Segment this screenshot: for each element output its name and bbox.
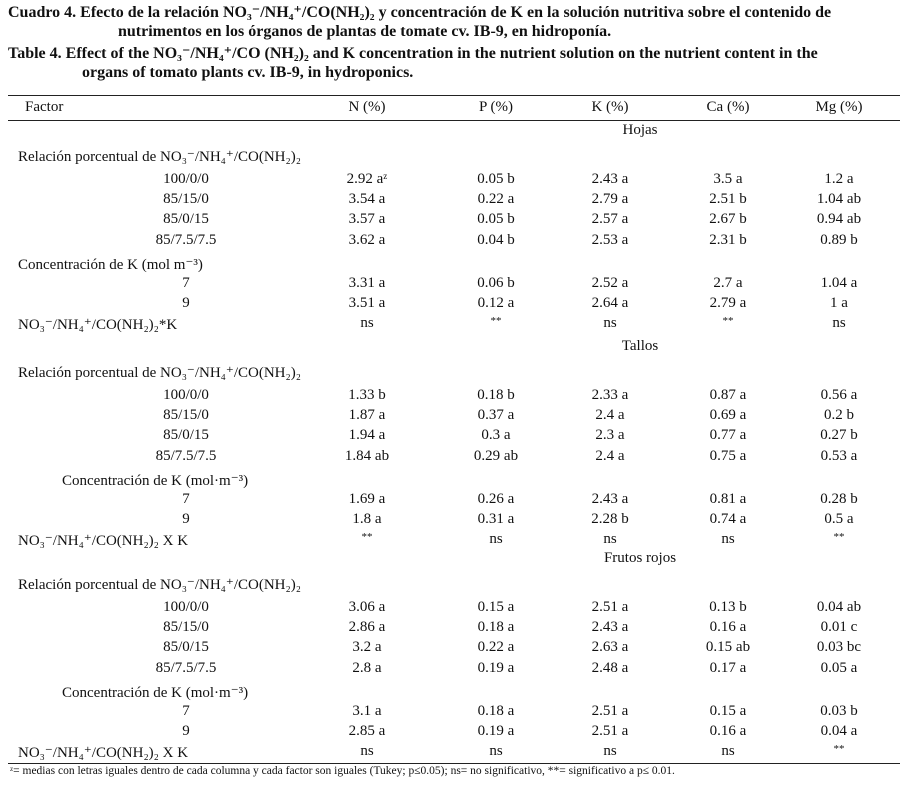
cell-k: 2.43 a — [591, 619, 629, 635]
cell-k: 2.53 a — [591, 232, 629, 248]
header-n: N (%) — [348, 99, 386, 115]
row-label: 7 — [182, 703, 190, 719]
cell-k: 2.33 a — [591, 387, 629, 403]
cell-p: 0.05 b — [477, 171, 515, 187]
table-row — [0, 639, 907, 659]
table-row — [0, 295, 907, 315]
row-label: 85/15/0 — [163, 619, 209, 635]
table-row — [0, 427, 907, 447]
cell-ca: 0.77 a — [709, 427, 747, 443]
cell-k: 2.51 a — [591, 723, 629, 739]
row-label: 85/0/15 — [163, 639, 209, 655]
cell-p: 0.05 b — [477, 211, 515, 227]
cell-mg: ** — [833, 743, 845, 755]
cell-p: 0.37 a — [477, 407, 515, 423]
cell-ca: 2.67 b — [709, 211, 747, 227]
table-row — [0, 315, 907, 335]
table-row — [0, 743, 907, 763]
cell-k: ns — [603, 743, 617, 759]
cell-p: 0.18 a — [477, 619, 515, 635]
cell-ca: 0.87 a — [709, 387, 747, 403]
table-row — [0, 575, 907, 595]
header-factor: Factor — [25, 99, 64, 115]
row-label: Relación porcentual de NO₃⁻/NH₄⁺/CO(NH₂)₂ — [18, 365, 301, 381]
cell-k: 2.43 a — [591, 171, 629, 187]
cell-mg: 1.2 a — [824, 171, 854, 187]
cell-p: 0.31 a — [477, 511, 515, 527]
cell-n: ns — [360, 743, 374, 759]
cell-n: 2.86 a — [348, 619, 386, 635]
section-title: Tallos — [621, 338, 659, 354]
row-label: 100/0/0 — [163, 599, 209, 615]
row-label: Concentración de K (mol m⁻³) — [18, 257, 203, 273]
cell-mg: 1 a — [830, 295, 848, 311]
table-row — [0, 448, 907, 468]
cell-mg: 0.03 bc — [816, 639, 862, 655]
cell-ca: 0.16 a — [709, 723, 747, 739]
row-label: NO₃⁻/NH₄⁺/CO(NH₂)₂ X K — [18, 745, 189, 761]
cell-n: 3.54 a — [348, 191, 386, 207]
row-label: 85/7.5/7.5 — [155, 448, 217, 464]
caption-english-line2: organs of tomato plants cv. IB-9, in hydroponics. — [82, 64, 414, 81]
cell-mg: 0.01 c — [820, 619, 858, 635]
row-label: Concentración de K (mol·m⁻³) — [62, 473, 249, 489]
table-row — [0, 683, 907, 703]
table-row — [0, 599, 907, 619]
cell-mg: 0.89 b — [820, 232, 858, 248]
table-top-rule — [8, 95, 900, 96]
cell-ca: 0.17 a — [709, 660, 747, 676]
header-p: P (%) — [478, 99, 514, 115]
row-label: 7 — [182, 275, 190, 291]
cell-ca: 0.15 a — [709, 703, 747, 719]
cell-p: ** — [490, 315, 502, 327]
cell-k: 2.52 a — [591, 275, 629, 291]
cell-ca: 0.15 ab — [705, 639, 751, 655]
cell-k: ns — [603, 315, 617, 331]
cell-ca: ns — [721, 531, 735, 547]
header-bottom-rule — [8, 120, 900, 121]
cell-p: ns — [489, 531, 503, 547]
row-label: NO₃⁻/NH₄⁺/CO(NH₂)₂ X K — [18, 533, 189, 549]
row-label: 9 — [182, 511, 190, 527]
table-row — [0, 232, 907, 252]
cell-n: 3.06 a — [348, 599, 386, 615]
cell-ca: 0.69 a — [709, 407, 747, 423]
cell-k: ns — [603, 531, 617, 547]
table-row — [0, 363, 907, 383]
cell-ca: 2.7 a — [713, 275, 743, 291]
cell-p: 0.19 a — [477, 660, 515, 676]
row-label: NO₃⁻/NH₄⁺/CO(NH₂)₂*K — [18, 317, 178, 333]
cell-p: 0.06 b — [477, 275, 515, 291]
table-bottom-rule — [8, 763, 900, 764]
table-row — [0, 471, 907, 491]
cell-n: 1.94 a — [348, 427, 386, 443]
cell-mg: 0.03 b — [820, 703, 858, 719]
cell-k: 2.28 b — [591, 511, 629, 527]
row-label: Concentración de K (mol·m⁻³) — [62, 685, 249, 701]
cell-mg: 0.56 a — [820, 387, 858, 403]
cell-k: 2.51 a — [591, 599, 629, 615]
cell-mg: 0.94 ab — [816, 211, 862, 227]
cell-mg: 0.53 a — [820, 448, 858, 464]
table-row — [0, 171, 907, 191]
section-title: Hojas — [622, 122, 658, 138]
row-label: 85/0/15 — [163, 211, 209, 227]
row-label: Relación porcentual de NO₃⁻/NH₄⁺/CO(NH₂)₂ — [18, 577, 301, 593]
cell-k: 2.4 a — [595, 407, 625, 423]
cell-p: 0.26 a — [477, 491, 515, 507]
cell-n: 1.69 a — [348, 491, 386, 507]
cell-ca: 2.31 b — [709, 232, 747, 248]
table-row — [0, 511, 907, 531]
cell-k: 2.57 a — [591, 211, 629, 227]
caption-english — [8, 44, 900, 82]
cell-p: 0.15 a — [477, 599, 515, 615]
row-label: 100/0/0 — [163, 387, 209, 403]
row-label: 100/0/0 — [163, 171, 209, 187]
cell-ca: ** — [722, 315, 734, 327]
row-label: 7 — [182, 491, 190, 507]
cell-p: 0.18 b — [477, 387, 515, 403]
cell-k: 2.48 a — [591, 660, 629, 676]
caption-spanish — [8, 3, 900, 41]
cell-n: ** — [361, 531, 373, 543]
row-label: Relación porcentual de NO₃⁻/NH₄⁺/CO(NH₂)₂ — [18, 149, 301, 165]
table-row — [0, 491, 907, 511]
cell-mg: 0.04 ab — [816, 599, 862, 615]
row-label: 85/15/0 — [163, 191, 209, 207]
cell-n: 1.33 b — [348, 387, 386, 403]
row-label: 85/7.5/7.5 — [155, 232, 217, 248]
header-ca: Ca (%) — [706, 99, 750, 115]
table-row — [0, 211, 907, 231]
cell-ca: 2.51 b — [709, 191, 747, 207]
row-label: 85/7.5/7.5 — [155, 660, 217, 676]
cell-mg: 0.5 a — [824, 511, 854, 527]
cell-mg: 0.05 a — [820, 660, 858, 676]
cell-n: 1.84 ab — [344, 448, 390, 464]
cell-n: 3.31 a — [348, 275, 386, 291]
table-row — [0, 619, 907, 639]
row-label: 9 — [182, 723, 190, 739]
cell-ca: 0.16 a — [709, 619, 747, 635]
row-label: 85/15/0 — [163, 407, 209, 423]
cell-mg: 1.04 ab — [816, 191, 862, 207]
cell-mg: ns — [832, 315, 846, 331]
cell-n: 2.8 a — [352, 660, 382, 676]
cell-p: 0.04 b — [477, 232, 515, 248]
table-row — [0, 660, 907, 680]
cell-k: 2.51 a — [591, 703, 629, 719]
header-mg: Mg (%) — [815, 99, 863, 115]
cell-n: 3.2 a — [352, 639, 382, 655]
table-row — [0, 531, 907, 551]
cell-n: 3.62 a — [348, 232, 386, 248]
cell-p: 0.12 a — [477, 295, 515, 311]
cell-ca: 0.75 a — [709, 448, 747, 464]
cell-k: 2.64 a — [591, 295, 629, 311]
table-row — [0, 703, 907, 723]
cell-n: 3.57 a — [348, 211, 386, 227]
cell-p: 0.3 a — [481, 427, 511, 443]
cell-mg: ** — [833, 531, 845, 543]
cell-p: 0.29 ab — [473, 448, 519, 464]
row-label: 85/0/15 — [163, 427, 209, 443]
cell-p: 0.18 a — [477, 703, 515, 719]
table-row — [0, 147, 907, 167]
table-row — [0, 387, 907, 407]
cell-ca: 3.5 a — [713, 171, 743, 187]
cell-n: 1.8 a — [352, 511, 382, 527]
row-label: 9 — [182, 295, 190, 311]
table-row — [0, 191, 907, 211]
cell-n: 2.85 a — [348, 723, 386, 739]
cell-mg: 0.2 b — [824, 407, 854, 423]
cell-n: 3.51 a — [348, 295, 386, 311]
cell-mg: 0.28 b — [820, 491, 858, 507]
cell-ca: 2.79 a — [709, 295, 747, 311]
cell-k: 2.63 a — [591, 639, 629, 655]
cell-mg: 1.04 a — [820, 275, 858, 291]
table-footnote: ᶻ= medias con letras iguales dentro de cada columna y cada factor son iguales (Tukey; p≤0.05); ns= no significativo, **= significativo a p≤ 0.01. — [10, 765, 675, 777]
cell-n: 2.92 aᶻ — [346, 171, 388, 187]
cell-p: ns — [489, 743, 503, 759]
cell-k: 2.3 a — [595, 427, 625, 443]
cell-mg: 0.04 a — [820, 723, 858, 739]
cell-ca: 0.13 b — [709, 599, 747, 615]
section-title: Frutos rojos — [603, 550, 677, 566]
table-row — [0, 275, 907, 295]
cell-p: 0.19 a — [477, 723, 515, 739]
caption-spanish-line2: nutrimentos en los órganos de plantas de tomate cv. IB-9, en hidroponía. — [118, 23, 612, 40]
cell-p: 0.22 a — [477, 191, 515, 207]
table-row — [0, 255, 907, 275]
cell-n: ns — [360, 315, 374, 331]
cell-n: 3.1 a — [352, 703, 382, 719]
cell-ca: 0.81 a — [709, 491, 747, 507]
cell-k: 2.43 a — [591, 491, 629, 507]
table-row — [0, 723, 907, 743]
table-row — [0, 407, 907, 427]
cell-ca: ns — [721, 743, 735, 759]
cell-n: 1.87 a — [348, 407, 386, 423]
cell-p: 0.22 a — [477, 639, 515, 655]
caption-english-line1: Table 4. Effect of the NO₃⁻/NH₄⁺/CO (NH₂)₂ and K concentration in the nutrient solution on the nutrient content in the — [8, 45, 818, 62]
cell-k: 2.79 a — [591, 191, 629, 207]
cell-mg: 0.27 b — [820, 427, 858, 443]
header-k: K (%) — [591, 99, 629, 115]
table-header — [0, 99, 907, 119]
cell-k: 2.4 a — [595, 448, 625, 464]
cell-ca: 0.74 a — [709, 511, 747, 527]
caption-spanish-line1: Cuadro 4. Efecto de la relación NO₃⁻/NH₄⁺/CO(NH₂)₂ y concentración de K en la solución nutritiva sobre el contenido de — [8, 4, 832, 21]
